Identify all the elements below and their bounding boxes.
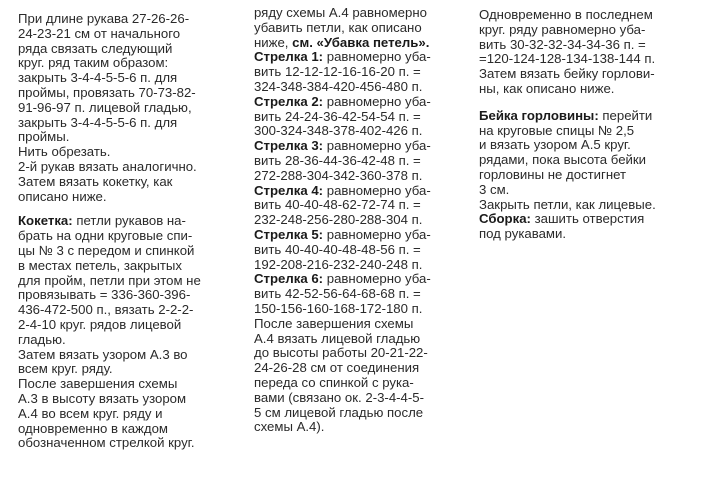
text-line: и вязать узором А.5 круг. [479,137,631,153]
text-line: После завершения схемы [254,315,414,331]
text-line: 91-96-97 п. лицевой гладью, [18,99,192,115]
arrow-4-heading: Стрелка 4: [254,182,324,198]
text-line: проймы. [18,129,70,145]
text-line: Нить обрезать. [18,144,111,160]
arrow-3-instruction: Стрелка 3: равномерно уба- вить 28-36-44-36-42-48 п. = 272-288-304-342-360-378 п. [254,139,468,183]
text-line: вить 30-32-32-34-34-36 п. = [479,36,646,52]
text-line: рядами, пока высота бейки [479,152,647,168]
decrease-reference: см. «Убавка петель». [292,34,430,50]
text-line: 24-23-21 см от начального [18,25,181,41]
text-line: обозначенном стрелкой круг. [18,435,195,451]
text-line: закрыть 3-4-4-5-5-6 п. для [18,114,178,130]
text-line: А.3 в высоту вязать узором [18,390,187,406]
text-line: на круговые спицы № 2,5 [479,122,635,138]
text-line: вить 12-12-12-16-16-20 п. = [254,64,421,80]
text-line: 192-208-216-232-240-248 п. [254,256,423,272]
text-line: в местах петель, закрытых [18,257,182,273]
text-line: переда со спинкой с рука- [254,374,414,390]
text-line: всем круг. ряду. [18,361,113,377]
text-line: Затем вязать бейку горлови- [479,66,655,82]
text-line: схемы А.4). [254,419,325,435]
text-line: круг. ряд таким образом: [18,55,169,71]
sleeve-finish-text [18,12,230,204]
arrow-6-heading: Стрелка 6: [254,271,324,287]
text-line: гладью. [18,331,66,347]
text-line: =120-124-128-134-138-144 п. [479,51,656,67]
text-line: круг. ряду равномерно уба- [479,21,646,37]
text-line: 2-4-10 круг. рядов лицевой [18,316,182,332]
text-line: закрыть 3-4-4-5-5-6 п. для [18,70,178,86]
arrow-2-heading: Стрелка 2: [254,93,324,109]
assembly-line: Сборка: зашить отверстия [479,211,645,227]
text-line: 232-248-256-280-288-304 п. [254,212,423,228]
text-line: ниже, см. «Убавка петель». [254,34,430,50]
arrow-3-heading: Стрелка 3: [254,138,324,154]
column-1 [18,12,230,451]
text-line: вить 40-40-40-48-48-56 п. = [254,241,421,257]
text-line: цы № 3 с передом и спинкой [18,242,195,258]
neckband-heading: Бейка горловины: [479,107,599,123]
text-line: 300-324-348-378-402-426 п. [254,123,423,139]
text-line: вить 28-36-44-36-42-48 п. = [254,152,421,168]
text-line: Затем вязать узором А.3 во [18,346,188,362]
text-line: 272-288-304-342-360-378 п. [254,167,423,183]
text-line: Закрыть петли, как лицевые. [479,196,656,212]
text-line: При длине рукава 27-26-26- [18,11,190,26]
text-line: убавить петли, как описано [254,19,422,35]
arrow-5-instruction: Стрелка 5: равномерно уба- вить 40-40-40-48-48-56 п. = 192-208-216-232-240-248 п. [254,228,468,272]
after-chart-text [254,317,468,435]
text-line: Одновременно в последнем [479,7,653,22]
text-line: вить 40-40-48-62-72-74 п. = [254,197,421,213]
text-line: 3 см. [479,181,510,197]
yoke-heading: Кокетка: [18,213,73,229]
text-line: 2-й рукав вязать аналогично. [18,158,197,174]
column-2 [254,6,468,435]
text-line: Затем вязать кокетку, как [18,173,173,189]
final-decrease-text [479,8,705,97]
text-line: до высоты работы 20-21-22- [254,345,428,361]
text-line: А.4 вязать лицевой гладью [254,330,421,346]
arrow-1-instruction: Стрелка 1: равномерно уба- вить 12-12-12-16-16-20 п. = 324-348-384-420-456-480 п. [254,50,468,94]
text-line: горловины не достигнет [479,166,627,182]
text-line: А.4 во всем круг. ряду и [18,405,163,421]
text-line: брать на одни круговые спи- [18,228,193,244]
arrow-1-heading: Стрелка 1: [254,49,324,65]
text-line: 24-26-28 см от соединения [254,360,420,376]
column-3 [479,8,705,242]
neckband-section: Бейка горловины: перейти на круговые спицы № 2,5 и вязать узором А.5 круг. рядами, пока высота бейки горловины не достигнет 3 см. Закрыть петли, как лицевые. Сборка: зашить отверстия под рукавами. [479,109,705,242]
assembly-heading: Сборка: [479,211,531,227]
yoke-section [18,214,230,451]
text-line: 5 см лицевой гладью после [254,404,424,420]
text-line: описано ниже. [18,188,107,204]
text-line: проймы, провязать 70-73-82- [18,84,196,100]
text-line: ны, как описано ниже. [479,80,615,96]
text-line: под рукавами. [479,226,567,242]
decrease-intro [254,6,468,50]
text-line: вами (связано ок. 2-3-4-4-5- [254,389,424,405]
text-line: для пройм, петли при этом не [18,272,201,288]
text-line: одновременно в каждом [18,420,168,436]
arrow-6-instruction: Стрелка 6: равномерно уба- вить 42-52-56-64-68-68 п. = 150-156-160-168-172-180 п. [254,272,468,316]
text-line: вить 42-52-56-64-68-68 п. = [254,286,421,302]
text-line: вить 24-24-36-42-54-54 п. = [254,108,421,124]
text-line: 436-472-500 п., вязать 2-2-2- [18,302,194,318]
arrow-2-instruction: Стрелка 2: равномерно уба- вить 24-24-36-42-54-54 п. = 300-324-348-378-402-426 п. [254,95,468,139]
text-line: ряду схемы А.4 равномерно [254,5,427,20]
text-line: 324-348-384-420-456-480 п. [254,78,423,94]
text-line: ряда связать следующий [18,40,173,56]
arrow-5-heading: Стрелка 5: [254,226,324,242]
text-line: провязывать = 336-360-396- [18,287,191,303]
text-line: После завершения схемы [18,376,178,392]
arrow-4-instruction: Стрелка 4: равномерно уба- вить 40-40-48-62-72-74 п. = 232-248-256-280-288-304 п. [254,184,468,228]
text-line: 150-156-160-168-172-180 п. [254,300,423,316]
yoke-first-line: Кокетка: петли рукавов на- [18,213,186,229]
